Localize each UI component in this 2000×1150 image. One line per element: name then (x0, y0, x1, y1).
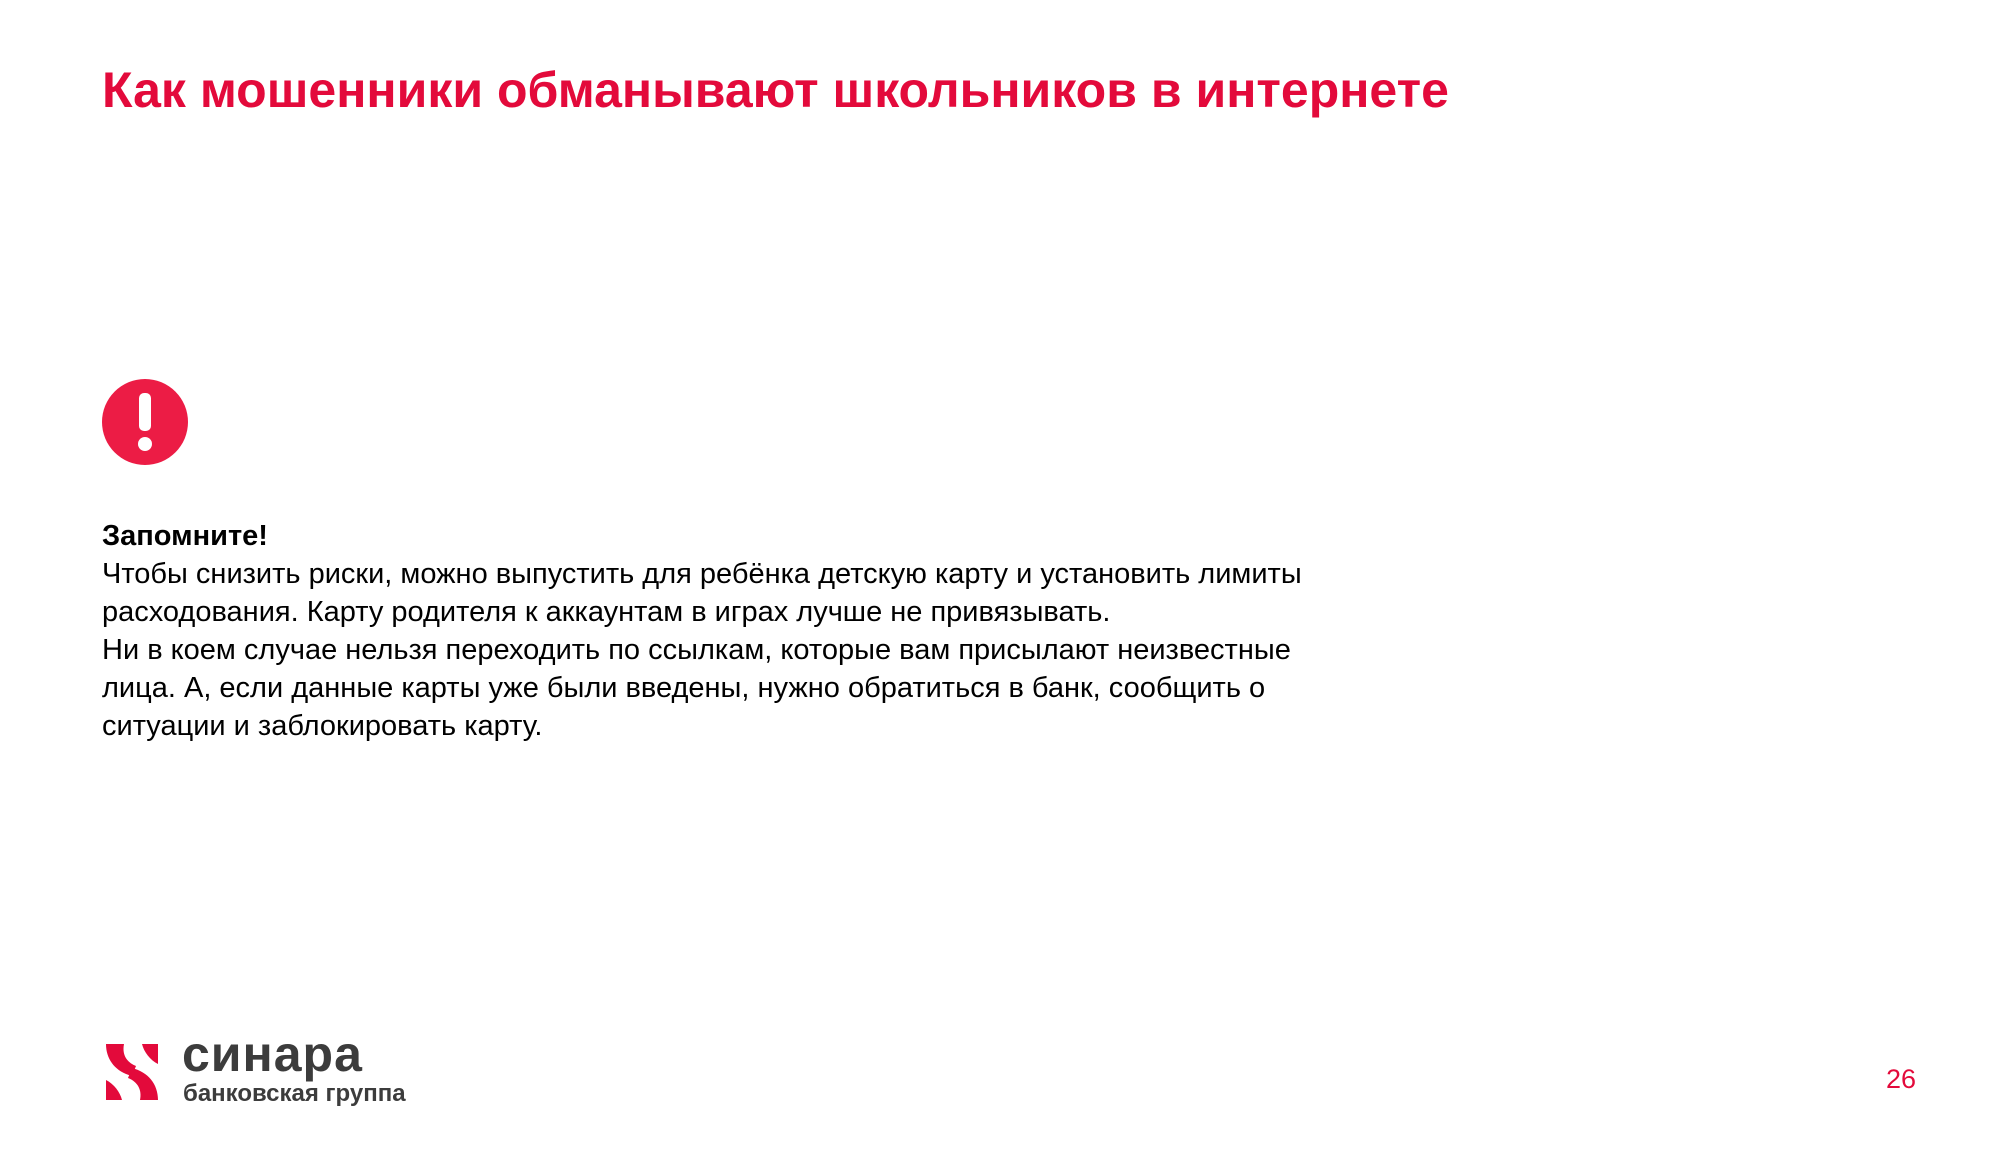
logo-tagline: банковская группа (183, 1080, 406, 1107)
page-number: 26 (1885, 1064, 1916, 1094)
exclamation-icon-graphic (102, 379, 188, 465)
company-logo (102, 1026, 422, 1110)
sinara-logo-icon (102, 1042, 162, 1102)
slide-title: Как мошенники обманывают школьников в интернете (102, 62, 1449, 118)
note-paragraph-1: Чтобы снизить риски, можно выпустить для ребёнка детскую карту и установить лимиты расходования. Карту родителя к аккаунтам в играх лучше не привязывать. (102, 558, 1302, 628)
note-heading: Запомните! (102, 520, 268, 552)
logo-name: синара (182, 1026, 363, 1082)
note-paragraph-2: Ни в коем случае нельзя переходить по ссылкам, которые вам присылают неизвестные лица. А, если данные карты уже были введены, нужно обратиться в банк, сообщить о ситуации и заблокировать карту. (102, 634, 1291, 742)
exclamation-icon (102, 379, 188, 465)
note-block (102, 517, 1302, 745)
